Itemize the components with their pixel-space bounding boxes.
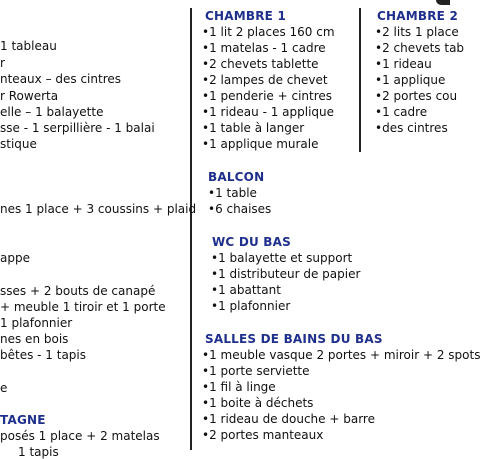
list-item: •1 plafonnier (211, 299, 291, 313)
list-item: •1 porte serviette (202, 364, 310, 378)
section-title: CHAMBRE 1 (205, 9, 286, 23)
left-line: stique (0, 137, 37, 151)
left-line: posés 1 place + 2 matelas (0, 429, 160, 443)
list-item: •1 balayette et support (211, 251, 353, 265)
left-line: nes 1 place + 3 coussins + plaid (0, 202, 197, 216)
left-line: + meuble 1 tiroir et 1 porte (0, 300, 166, 314)
left-line: sses + 2 bouts de canapé (0, 284, 156, 298)
list-item: •1 rideau - 1 applique (202, 105, 335, 119)
left-line: 1 plafonnier (0, 316, 73, 330)
left-line: r (0, 56, 5, 70)
list-item: •1 matelas - 1 cadre (202, 41, 326, 55)
column-divider-left (190, 8, 192, 450)
list-item: •2 portes cou (375, 89, 458, 103)
list-item: •1 meuble vasque 2 portes + miroir + 2 spots (202, 348, 480, 362)
list-item: •1 table à langer (202, 121, 305, 135)
list-item: •1 lit 2 places 160 cm (202, 25, 335, 39)
list-item: •1 rideau de douche + barre (202, 412, 375, 426)
list-item: •1 abattant (211, 283, 281, 297)
list-item: •1 rideau (375, 57, 432, 71)
list-item: •1 applique murale (202, 137, 319, 151)
left-line: r Rowerta (0, 89, 59, 103)
left-line: 1 tableau (0, 39, 57, 53)
left-line: nteaux – des cintres (0, 72, 121, 86)
list-item: •1 cadre (375, 105, 428, 119)
list-item: •1 fil à linge (202, 380, 276, 394)
list-item: •2 lits 1 place (375, 25, 459, 39)
list-item: •1 distributeur de papier (211, 267, 361, 281)
left-line: appe (0, 251, 30, 265)
left-line: elle – 1 balayette (0, 105, 104, 119)
section-title: WC DU BAS (212, 235, 291, 249)
left-heading: TAGNE (0, 413, 46, 427)
list-item: •des cintres (375, 121, 448, 135)
list-item: •1 boite à déchets (202, 396, 314, 410)
left-line: e (0, 381, 8, 395)
list-item: •2 chevets tab (375, 41, 465, 55)
left-line: 1 tapis (18, 445, 59, 459)
list-item: •2 chevets tablette (202, 57, 319, 71)
list-item: •1 table (208, 186, 257, 200)
column-divider-right (359, 8, 361, 152)
section-title: CHAMBRE 2 (377, 9, 458, 23)
left-line: nes en bois (0, 332, 69, 346)
list-item: •2 lampes de chevet (202, 73, 328, 87)
section-title: SALLES DE BAINS DU BAS (205, 332, 383, 346)
left-line: sse - 1 serpillière - 1 balai (0, 121, 155, 135)
list-item: •6 chaises (208, 202, 272, 216)
section-title: BALCON (208, 170, 265, 184)
corner-decoration (436, 0, 450, 5)
list-item: •2 portes manteaux (202, 428, 324, 442)
list-item: •1 applique (375, 73, 446, 87)
left-line: bêtes - 1 tapis (0, 348, 87, 362)
list-item: •1 penderie + cintres (202, 89, 333, 103)
